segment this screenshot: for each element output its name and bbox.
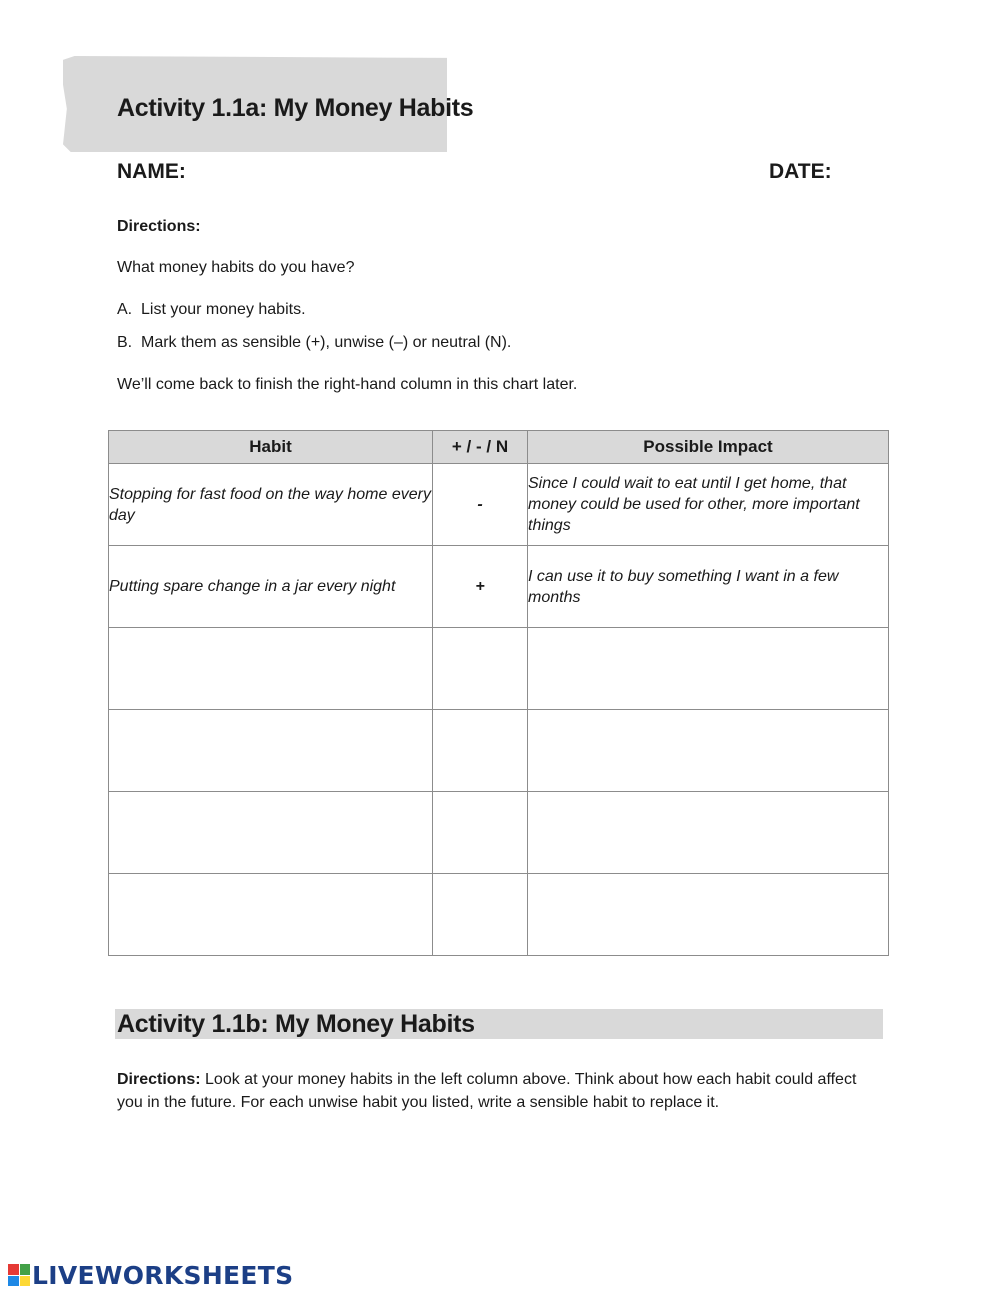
habit-cell[interactable] (109, 710, 433, 792)
table-row (109, 546, 889, 628)
impact-cell[interactable] (528, 710, 889, 792)
mark-cell[interactable] (433, 792, 528, 874)
logo-square-icon (8, 1264, 19, 1275)
impact-cell[interactable] (528, 792, 889, 874)
mark-cell[interactable] (433, 628, 528, 710)
table-row (109, 628, 889, 710)
impact-cell[interactable] (528, 874, 889, 956)
table-row (109, 710, 889, 792)
step-b (117, 334, 511, 352)
table-header-row (109, 431, 889, 464)
header-habit: Habit (109, 431, 433, 464)
step-a (117, 301, 306, 319)
mark-cell[interactable]: + (433, 546, 528, 628)
table-row (109, 464, 889, 546)
mark-cell[interactable] (433, 874, 528, 956)
habit-cell[interactable] (109, 792, 433, 874)
directions-question: What money habits do you have? (117, 259, 355, 276)
activity-b-directions (117, 1068, 877, 1114)
habit-cell[interactable] (109, 874, 433, 956)
activity-b-title: Activity 1.1b: My Money Habits (117, 1010, 475, 1038)
date-label: DATE: (769, 160, 832, 183)
step-a-marker: A. (117, 301, 133, 318)
impact-cell[interactable] (528, 628, 889, 710)
habit-cell[interactable]: Stopping for fast food on the way home every day (109, 464, 433, 546)
logo-square-icon (8, 1276, 19, 1287)
activity-a-title: Activity 1.1a: My Money Habits (117, 94, 474, 122)
activity-b-directions-label: Directions: (117, 1071, 201, 1088)
mark-cell[interactable]: - (433, 464, 528, 546)
table-row (109, 792, 889, 874)
habit-cell[interactable] (109, 628, 433, 710)
liveworksheets-logo[interactable] (8, 1262, 293, 1288)
mark-cell[interactable] (433, 710, 528, 792)
habit-cell[interactable]: Putting spare change in a jar every night (109, 546, 433, 628)
impact-cell[interactable]: I can use it to buy something I want in a few months (528, 546, 889, 628)
header-impact: Possible Impact (528, 431, 889, 464)
logo-square-icon (20, 1264, 31, 1275)
table-row (109, 874, 889, 956)
logo-square-icon (20, 1276, 31, 1287)
step-b-text: Mark them as sensible (+), unwise (–) or neutral (N). (141, 334, 512, 351)
liveworksheets-logo-icon (8, 1264, 30, 1286)
directions-note: We’ll come back to finish the right-hand column in this chart later. (117, 376, 578, 393)
header-mark: + / - / N (433, 431, 528, 464)
habits-table (108, 430, 889, 956)
name-label: NAME: (117, 160, 186, 183)
impact-cell[interactable]: Since I could wait to eat until I get home, that money could be used for other, more important things (528, 464, 889, 546)
step-a-text: List your money habits. (141, 301, 306, 318)
step-b-marker: B. (117, 334, 133, 351)
directions-heading: Directions: (117, 218, 201, 235)
activity-b-directions-text: Look at your money habits in the left column above. Think about how each habit could affect you in the future. For each unwise habit you listed, write a sensible habit to replace it. (117, 1071, 857, 1111)
liveworksheets-logo-text: LIVEWORKSHEETS (32, 1260, 294, 1290)
